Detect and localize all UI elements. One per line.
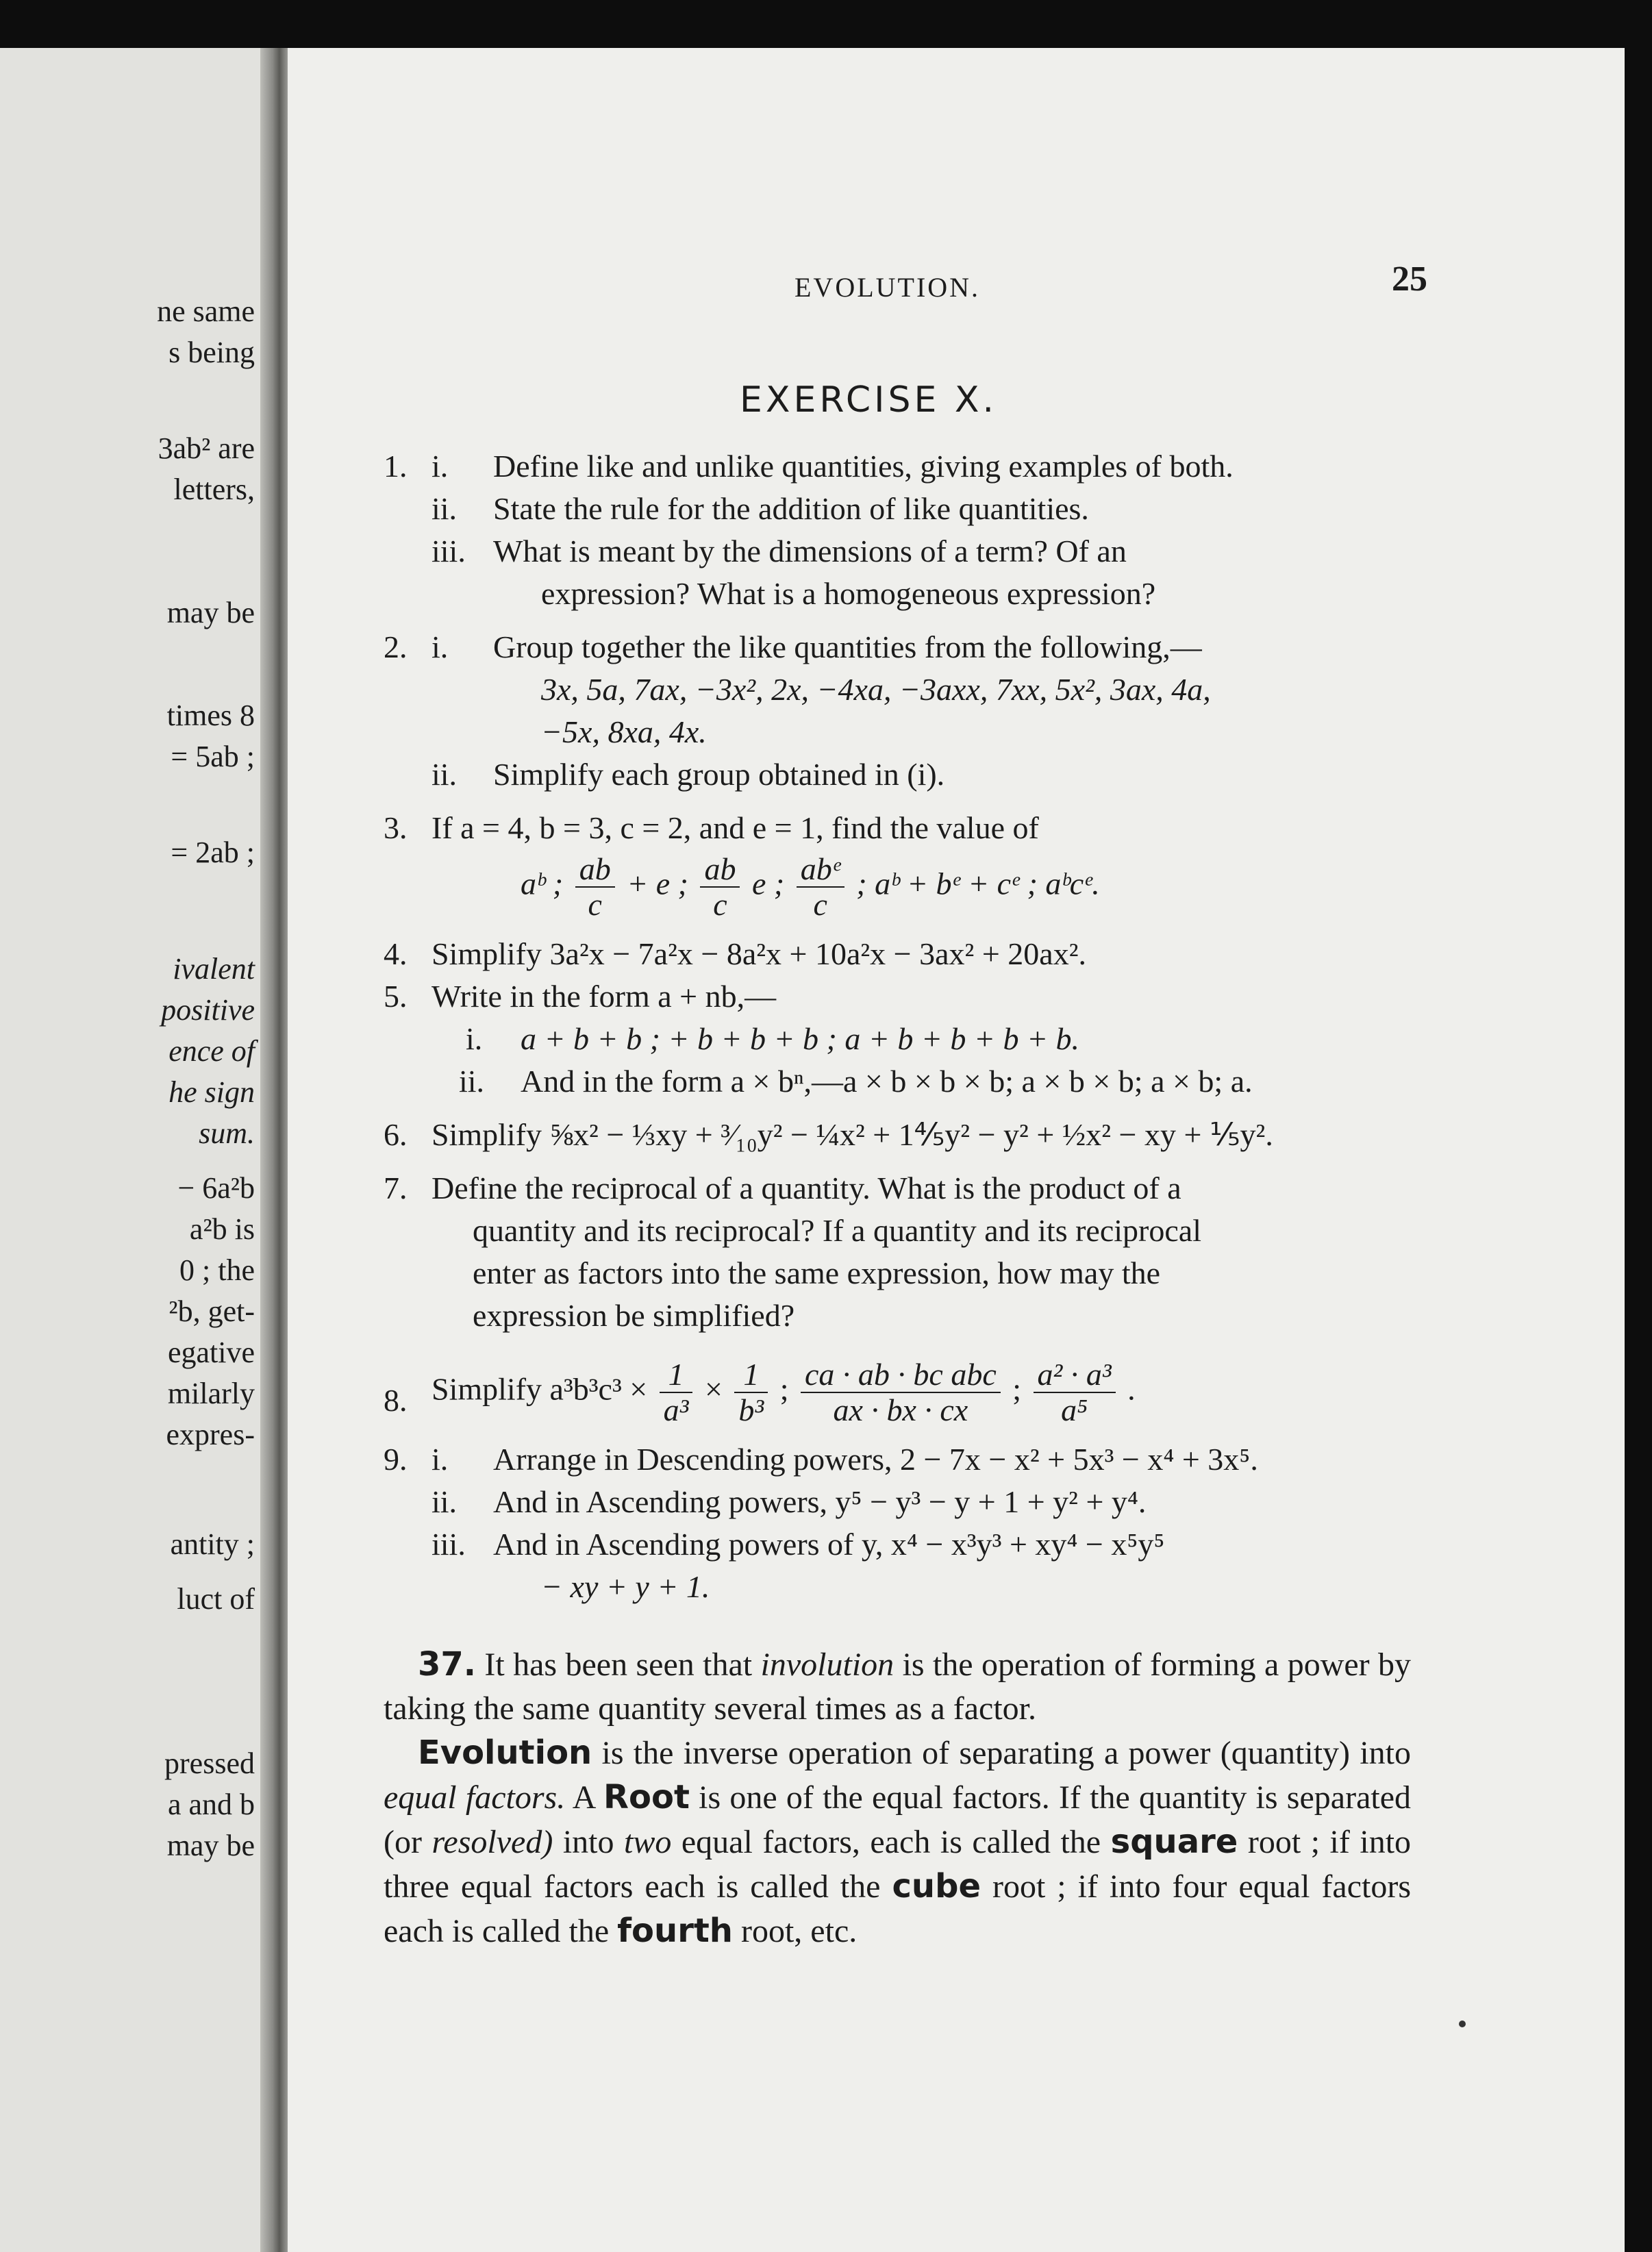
- body-text: root ; if into three equal factors each is called the: [384, 1824, 1412, 1905]
- body-text: A: [572, 1779, 595, 1816]
- question-text: expression? What is a homogeneous expression?: [541, 576, 1156, 611]
- question-text: Simplify ⅝x² − ⅓xy + ³⁄₁₀y² − ¼x² + 1⅘y² − y² + ½x² − xy + ⅕y².: [431, 1117, 1273, 1152]
- question-4: [384, 933, 1411, 975]
- left-page-line: s being: [168, 336, 255, 369]
- math-expression: ;: [1012, 1371, 1022, 1407]
- math-expression: .: [1127, 1371, 1136, 1407]
- question-number: 7.: [384, 1171, 408, 1205]
- math-expression: + e ;: [627, 866, 688, 901]
- math-expression: −5x, 8xa, 4x.: [541, 714, 707, 749]
- left-page-line: a²b is: [189, 1212, 255, 1246]
- denominator: b³: [738, 1392, 764, 1427]
- fraction: [575, 852, 615, 922]
- question-text: Define the reciprocal of a quantity. What is the product of a: [431, 1171, 1181, 1205]
- fraction: [700, 852, 740, 922]
- print-speck: [1459, 2020, 1466, 2027]
- exercise-body: [384, 445, 1411, 1953]
- left-page-line: luct of: [177, 1582, 255, 1616]
- question-9-i: [384, 1438, 1411, 1481]
- left-page-line: antity ;: [170, 1527, 255, 1561]
- question-2-i-cont2: [384, 711, 1411, 753]
- question-2-ii: [384, 753, 1411, 796]
- fraction: [734, 1358, 768, 1427]
- scan-right-border: [1625, 0, 1652, 2252]
- left-page-line: he sign: [168, 1075, 255, 1109]
- left-page-line: ne same: [157, 295, 255, 328]
- question-text: expression be simplified?: [473, 1298, 795, 1333]
- left-page: [0, 48, 281, 2252]
- sub-label: i.: [431, 449, 449, 484]
- term-evolution: Evolution: [418, 1734, 592, 1772]
- left-page-line: expres-: [166, 1418, 255, 1451]
- fraction: [660, 1358, 693, 1427]
- denominator: c: [588, 887, 602, 922]
- math-expression: ;: [779, 1371, 789, 1407]
- sub-label: i.: [431, 629, 449, 664]
- term-root: Root: [603, 1778, 690, 1816]
- question-number: 4.: [384, 936, 408, 971]
- math-expression: a + b + b ; + b + b + b ; a + b + b + b + b.: [521, 1021, 1080, 1056]
- fraction: [801, 1358, 1001, 1427]
- question-text: Arrange in Descending powers, 2 − 7x − x² + 5x³ − x⁴ + 3x⁵.: [493, 1442, 1258, 1477]
- numerator: a² · a³: [1034, 1358, 1116, 1393]
- body-text: root, etc.: [740, 1913, 858, 1949]
- emphasis-text: equal factors.: [384, 1779, 566, 1816]
- question-number: 3.: [384, 810, 408, 845]
- question-2-i: [384, 626, 1411, 668]
- question-number: 2.: [384, 629, 408, 664]
- question-7-line4: [384, 1294, 1411, 1337]
- question-9-ii: [384, 1481, 1411, 1523]
- left-page-line: sum.: [199, 1116, 255, 1150]
- question-text: Define like and unlike quantities, giving examples of both.: [493, 449, 1234, 484]
- sub-label: iii.: [431, 534, 466, 568]
- question-5-i: [384, 1018, 1411, 1060]
- question-text: Simplify each group obtained in (i).: [493, 757, 945, 792]
- question-5: [384, 975, 1411, 1018]
- body-text: into: [562, 1824, 614, 1860]
- page-number: 25: [1392, 260, 1427, 299]
- question-text: And in the form a × bⁿ,—a × b × b × b; a × b × b; a × b; a.: [521, 1064, 1253, 1099]
- left-page-line: milarly: [167, 1377, 255, 1410]
- denominator: a³: [663, 1392, 689, 1427]
- book-spine: [260, 48, 288, 2252]
- question-text: And in Ascending powers of y, x⁴ − x³y³ + xy⁴ − x⁵y⁵: [493, 1527, 1165, 1562]
- question-number: 6.: [384, 1117, 408, 1152]
- question-text: Write in the form a + nb,—: [431, 979, 777, 1014]
- denominator: c: [813, 887, 827, 922]
- numerator: ab: [700, 852, 740, 888]
- question-number: 9.: [384, 1442, 408, 1477]
- left-page-line: may be: [166, 596, 255, 629]
- question-7-line2: [384, 1210, 1411, 1252]
- emphasis-text: involution: [760, 1647, 894, 1683]
- body-text: root ; if into four equal factors each is called the: [384, 1868, 1412, 1949]
- question-3: [384, 807, 1411, 849]
- math-expression: Simplify a³b³c³ ×: [431, 1371, 648, 1407]
- left-page-line: 0 ; the: [179, 1253, 255, 1287]
- left-page-line: = 2ab ;: [171, 836, 255, 869]
- right-page: [288, 48, 1625, 2252]
- left-page-line: a and b: [167, 1788, 255, 1821]
- question-1-iii-cont: [384, 573, 1411, 615]
- left-page-line: letters,: [173, 473, 255, 506]
- denominator: c: [713, 887, 727, 922]
- running-head: EVOLUTION.: [794, 272, 981, 303]
- math-expression: ; aᵇ + bᵉ + cᵉ ; aᵇcᵉ.: [856, 866, 1100, 901]
- left-page-line: ence of: [168, 1034, 255, 1068]
- denominator: ax · bx · cx: [833, 1392, 968, 1427]
- exercise-title: EXERCISE X.: [740, 379, 998, 421]
- scan-top-border: [0, 0, 1652, 48]
- body-text: is the operation of forming a power by taking the same quantity several times as a factor.: [384, 1647, 1412, 1727]
- body-text: is one of the equal factors. If the quantity is separated (or: [384, 1779, 1412, 1860]
- term-fourth: fourth: [617, 1912, 733, 1950]
- question-text: What is meant by the dimensions of a term? Of an: [493, 534, 1127, 568]
- question-5-ii: [384, 1060, 1411, 1103]
- sub-label: i.: [431, 1442, 449, 1477]
- numerator: 1: [734, 1358, 768, 1393]
- question-9-iii-cont: [384, 1566, 1411, 1608]
- section-number: 37.: [418, 1645, 477, 1684]
- left-page-line: − 6a²b: [177, 1171, 255, 1205]
- left-page-line: may be: [166, 1829, 255, 1862]
- left-page-line: ²b, get-: [168, 1294, 255, 1328]
- question-6: [384, 1114, 1411, 1156]
- emphasis-text: two: [624, 1824, 672, 1860]
- question-1-i: [384, 445, 1411, 488]
- question-3-expressions: [521, 852, 1411, 922]
- question-7: [384, 1167, 1411, 1210]
- question-text: Group together the like quantities from the following,—: [493, 629, 1202, 664]
- numerator: ca · ab · bc abc: [801, 1358, 1001, 1393]
- question-1-ii: [384, 488, 1411, 530]
- question-number: 1.: [384, 449, 408, 484]
- question-1-iii: [384, 530, 1411, 573]
- question-text: State the rule for the addition of like quantities.: [493, 491, 1089, 526]
- question-number: 5.: [384, 979, 408, 1014]
- sub-label: ii.: [431, 491, 458, 526]
- question-text: If a = 4, b = 3, c = 2, and e = 1, find the value of: [431, 810, 1039, 845]
- math-expression: 3x, 5a, 7ax, −3x², 2x, −4xa, −3axx, 7xx, 5x², 3ax, 4a,: [541, 672, 1211, 707]
- question-8: [384, 1358, 1411, 1427]
- question-number: 8.: [384, 1383, 408, 1418]
- left-page-line: pressed: [164, 1747, 255, 1780]
- math-expression: aᵇ ;: [521, 866, 564, 901]
- left-page-line: times 8: [166, 699, 255, 732]
- question-text: Simplify 3a²x − 7a²x − 8a²x + 10a²x − 3ax² + 20ax².: [431, 936, 1086, 971]
- sub-label: i.: [466, 1021, 483, 1056]
- body-text: It has been seen that: [484, 1647, 753, 1683]
- term-square: square: [1110, 1823, 1238, 1861]
- body-text: is the inverse operation of separating a power (quantity) into: [601, 1735, 1411, 1771]
- math-expression: − xy + y + 1.: [541, 1569, 710, 1604]
- denominator: a⁵: [1061, 1392, 1088, 1427]
- question-9-iii: [384, 1523, 1411, 1566]
- term-cube: cube: [892, 1867, 981, 1905]
- section-37-paragraph-1: [384, 1642, 1411, 1731]
- question-text: quantity and its reciprocal? If a quantity and its reciprocal: [473, 1213, 1201, 1248]
- left-page-line: = 5ab ;: [171, 740, 255, 773]
- sub-label: ii.: [459, 1064, 485, 1099]
- left-page-line: ivalent: [173, 952, 255, 986]
- emphasis-text: resolved): [431, 1824, 553, 1860]
- math-expression: e ;: [751, 866, 785, 901]
- numerator: 1: [660, 1358, 693, 1393]
- sub-label: ii.: [431, 757, 458, 792]
- body-text: equal factors, each is called the: [681, 1824, 1101, 1860]
- question-7-line3: [384, 1252, 1411, 1294]
- question-text: enter as factors into the same expression, how may the: [473, 1255, 1161, 1290]
- math-expression: ×: [704, 1371, 723, 1407]
- question-2-i-cont1: [384, 668, 1411, 711]
- section-37-paragraph-2: [384, 1731, 1411, 1953]
- fraction: [1034, 1358, 1116, 1427]
- sub-label: ii.: [431, 1484, 458, 1519]
- numerator: abᵉ: [797, 852, 844, 888]
- left-page-line: positive: [161, 993, 255, 1027]
- question-text: And in Ascending powers, y⁵ − y³ − y + 1 + y² + y⁴.: [493, 1484, 1147, 1519]
- left-page-line: egative: [167, 1336, 255, 1369]
- sub-label: iii.: [431, 1527, 466, 1562]
- fraction: [797, 852, 844, 922]
- numerator: ab: [575, 852, 615, 888]
- left-page-line: 3ab² are: [158, 431, 255, 465]
